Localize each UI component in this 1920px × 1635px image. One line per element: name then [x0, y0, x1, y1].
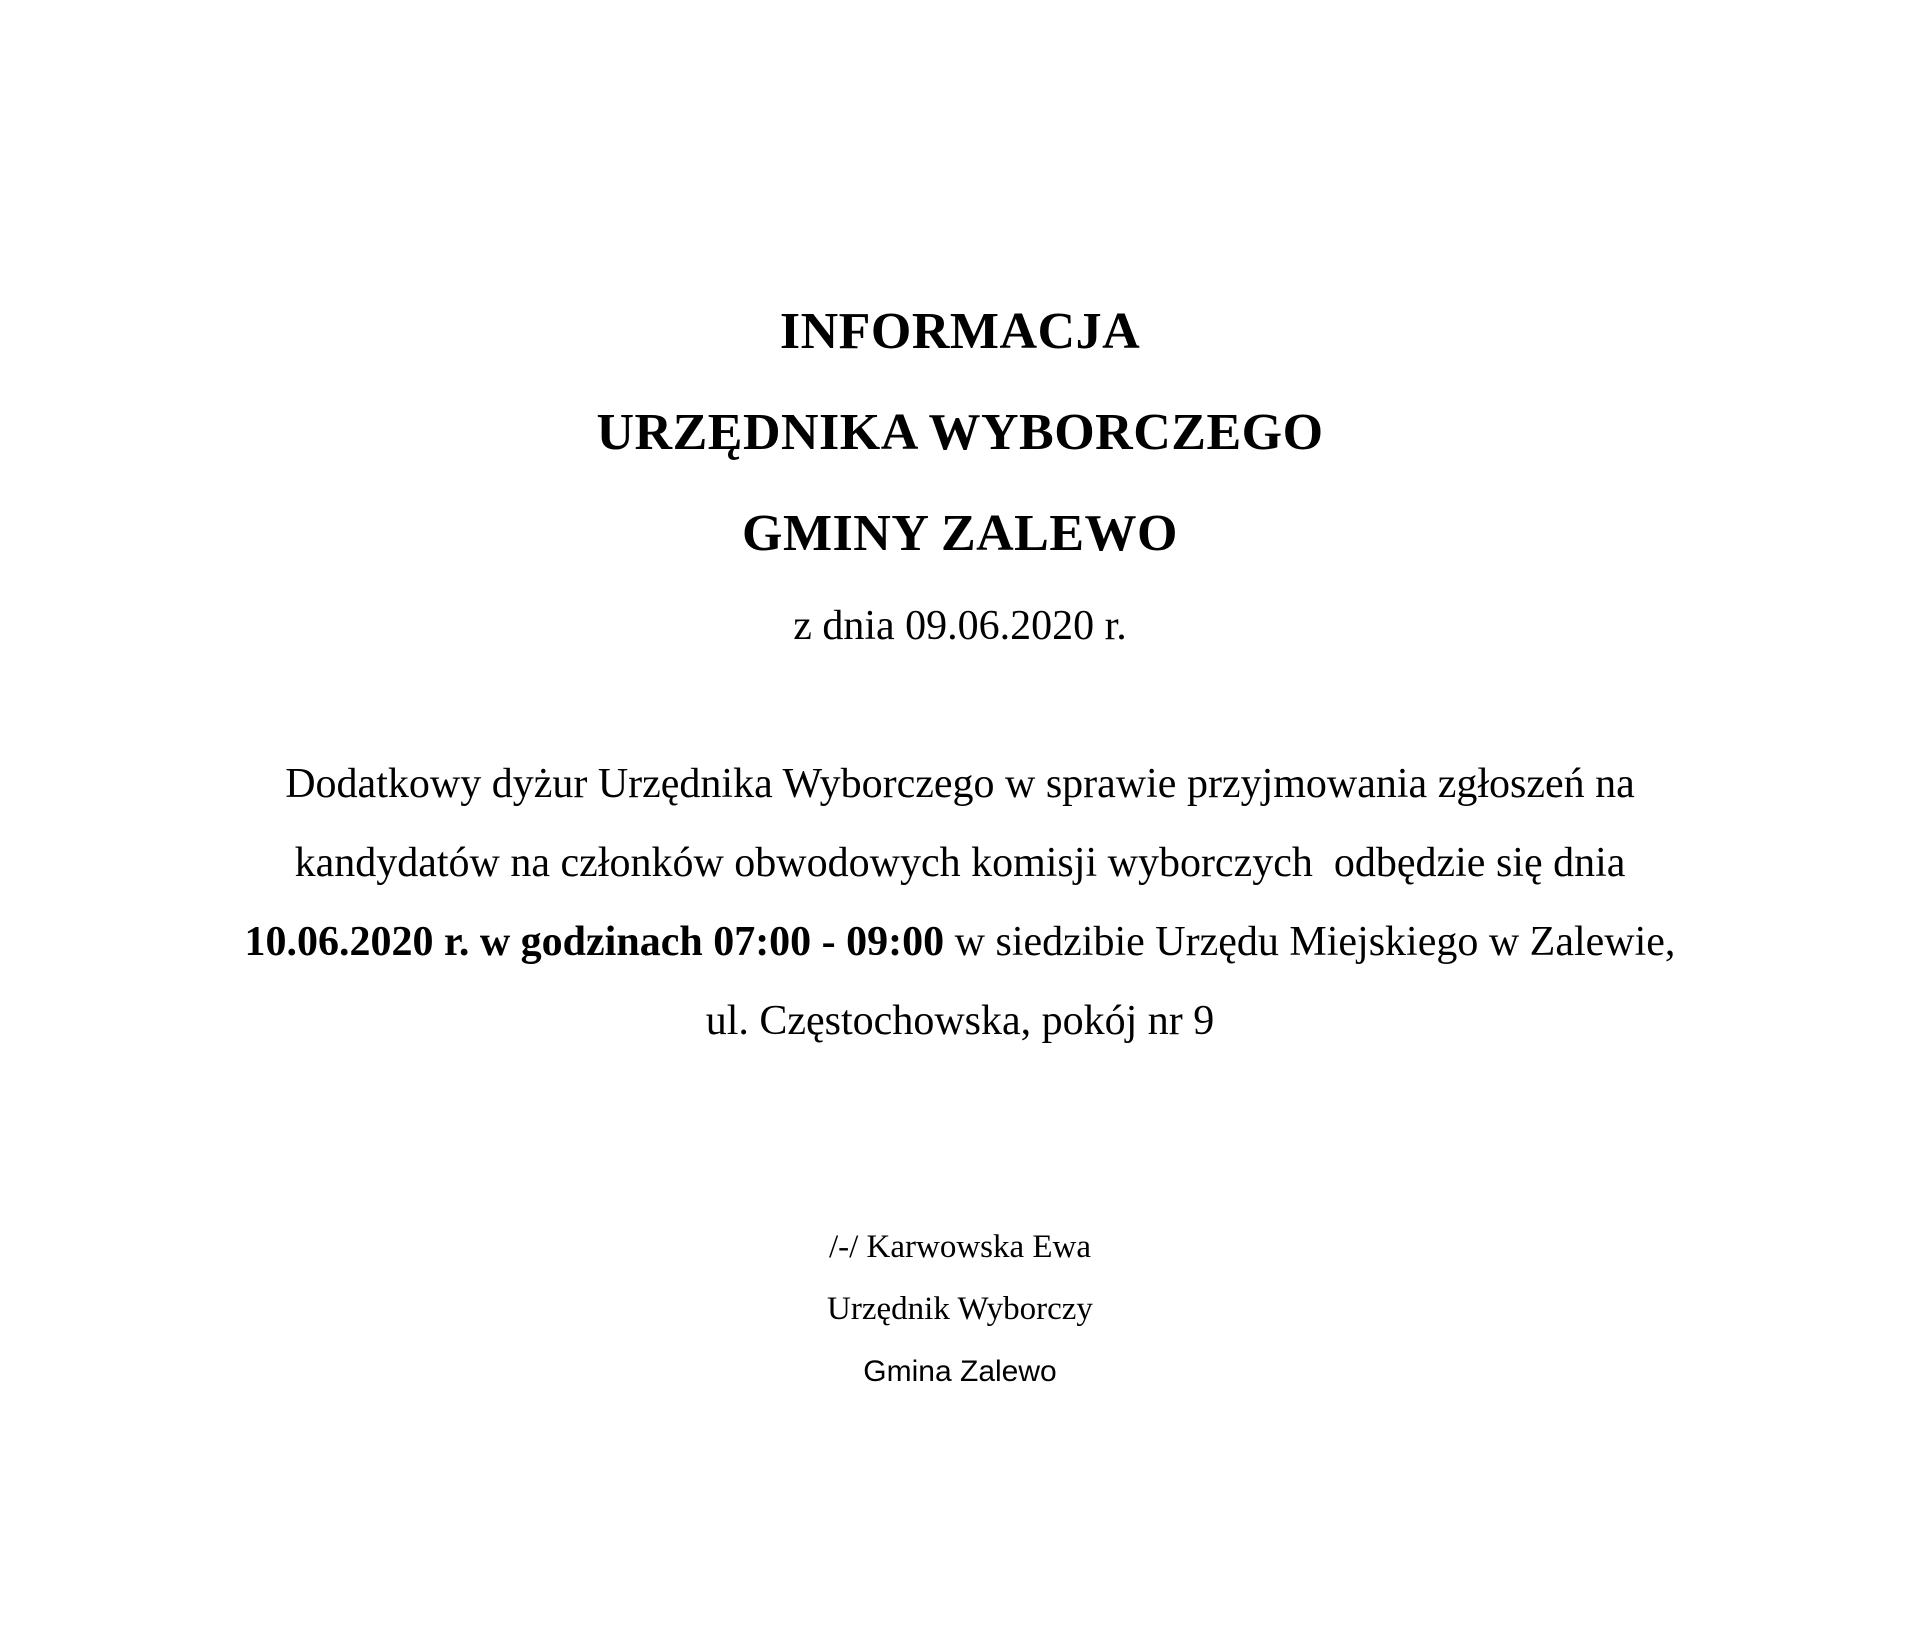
duty-date-time: 10.06.2020 r. w godzinach 07:00 - 09:00	[244, 919, 945, 965]
heading-municipality: GMINY ZALEWO	[742, 505, 1178, 562]
signature-name: /-/ Karwowska Ewa	[828, 1229, 1092, 1265]
heading-electoral-official: URZĘDNIKA WYBORCZEGO	[596, 404, 1324, 461]
duty-location: w siedzibie Urzędu Miejskiego w Zalewie,	[944, 919, 1676, 965]
body-line-4: ul. Częstochowska, pokój nr 9	[705, 998, 1215, 1044]
body-line-2: kandydatów na członków obwodowych komisji wyborczych odbędzie się dnia	[294, 840, 1626, 886]
heading-information: INFORMACJA	[779, 303, 1141, 360]
signature-office: Gmina Zalewo	[863, 1355, 1057, 1388]
body-line-1: Dodatkowy dyżur Urzędnika Wyborczego w sprawie przyjmowania zgłoszeń na	[285, 761, 1635, 807]
document-date: z dnia 09.06.2020 r.	[793, 603, 1127, 649]
signature-title: Urzędnik Wyborczy	[827, 1291, 1093, 1327]
body-line-3	[0, 917, 1920, 967]
